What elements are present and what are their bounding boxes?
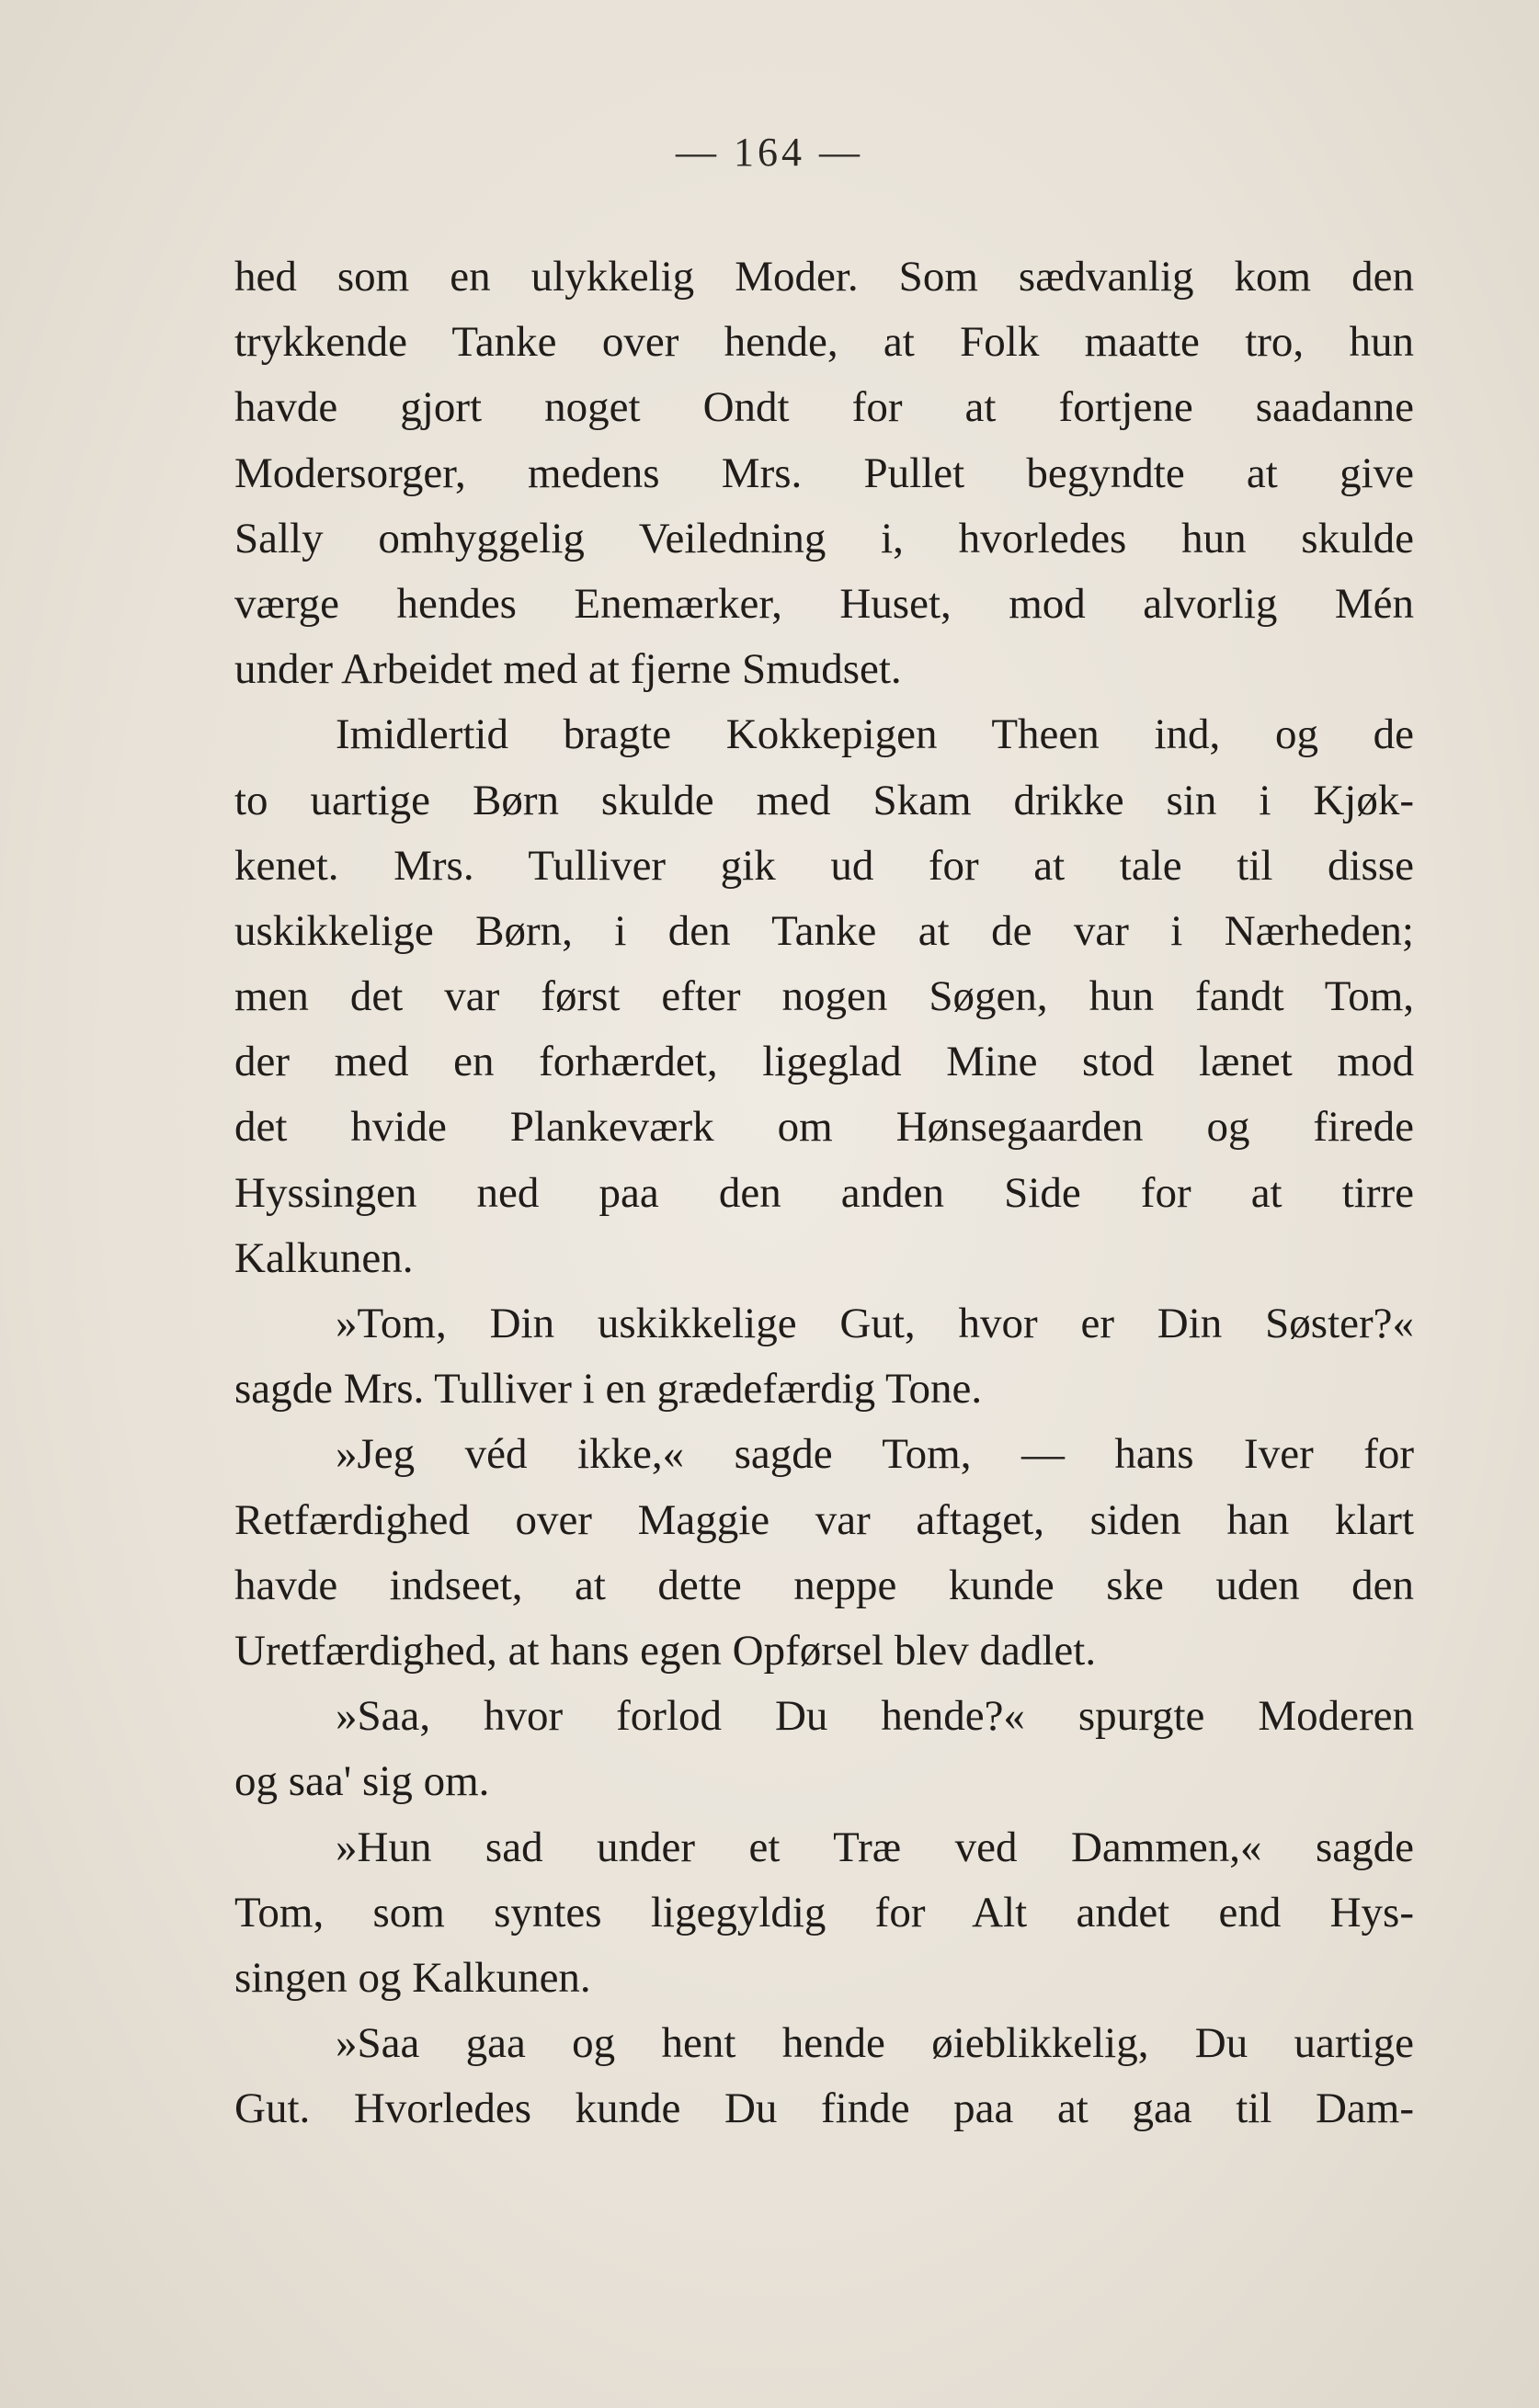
- text-line: »Tom, Din uskikkelige Gut, hvor er Din Søster?«: [336, 1300, 1414, 1347]
- text-line: uskikkelige Børn, i den Tanke at de var i Nærheden;: [234, 906, 1414, 955]
- text-line: sagde Mrs. Tulliver i en grædefærdig Tone.: [234, 1365, 983, 1414]
- body-text: [234, 244, 1414, 2141]
- text-line: hed som en ulykkelig Moder. Som sædvanlig kom den: [234, 253, 1414, 301]
- text-line: to uartige Børn skulde med Skam drikke sin i Kjøk-: [234, 776, 1414, 824]
- text-line: »Hun sad under et Træ ved Dammen,« sagde: [336, 1823, 1414, 1871]
- text-line: Modersorger, medens Mrs. Pullet begyndte at give: [234, 449, 1414, 497]
- text-line: »Saa, hvor forlod Du hende?« spurgte Moderen: [336, 1692, 1414, 1741]
- text-line: Sally omhyggelig Veiledning i, hvorledes hun skulde: [234, 514, 1414, 562]
- text-line: kenet. Mrs. Tulliver gik ud for at tale til disse: [234, 841, 1414, 890]
- text-line: værge hendes Enemærker, Huset, mod alvorlig Mén: [234, 579, 1414, 628]
- text-line: »Jeg véd ikke,« sagde Tom, — hans Iver for: [336, 1430, 1414, 1479]
- text-line: Gut. Hvorledes kunde Du finde paa at gaa til Dam-: [234, 2084, 1414, 2133]
- text-line: der med en forhærdet, ligeglad Mine stod lænet mod: [234, 1038, 1414, 1086]
- text-line: »Saa gaa og hent hende øieblikkelig, Du uartige: [336, 2019, 1414, 2068]
- text-line: Retfærdighed over Maggie var aftaget, siden han klart: [234, 1495, 1414, 1544]
- text-line: og saa' sig om.: [234, 1757, 490, 1806]
- text-line: singen og Kalkunen.: [234, 1953, 591, 2002]
- text-line: Uretfærdighed, at hans egen Opførsel blev dadlet.: [234, 1626, 1097, 1675]
- text-line: Imidlertid bragte Kokkepigen Theen ind, og de: [336, 710, 1414, 759]
- page-number: — 164 —: [676, 130, 863, 175]
- text-line: men det var først efter nogen Søgen, hun fandt Tom,: [234, 972, 1414, 1021]
- text-line: det hvide Plankeværk om Hønsegaarden og firede: [234, 1103, 1414, 1152]
- text-line: trykkende Tanke over hende, at Folk maatte tro, hun: [234, 318, 1414, 367]
- text-line: Tom, som syntes ligegyldig for Alt andet end Hys-: [234, 1888, 1414, 1937]
- text-line: havde indseet, at dette neppe kunde ske uden den: [234, 1561, 1414, 1609]
- text-line: havde gjort noget Ondt for at fortjene saadanne: [234, 383, 1414, 432]
- text-line: Hyssingen ned paa den anden Side for at tirre: [234, 1168, 1414, 1217]
- text-line: under Arbeidet med at fjerne Smudset.: [234, 645, 902, 694]
- text-line: Kalkunen.: [234, 1233, 414, 1282]
